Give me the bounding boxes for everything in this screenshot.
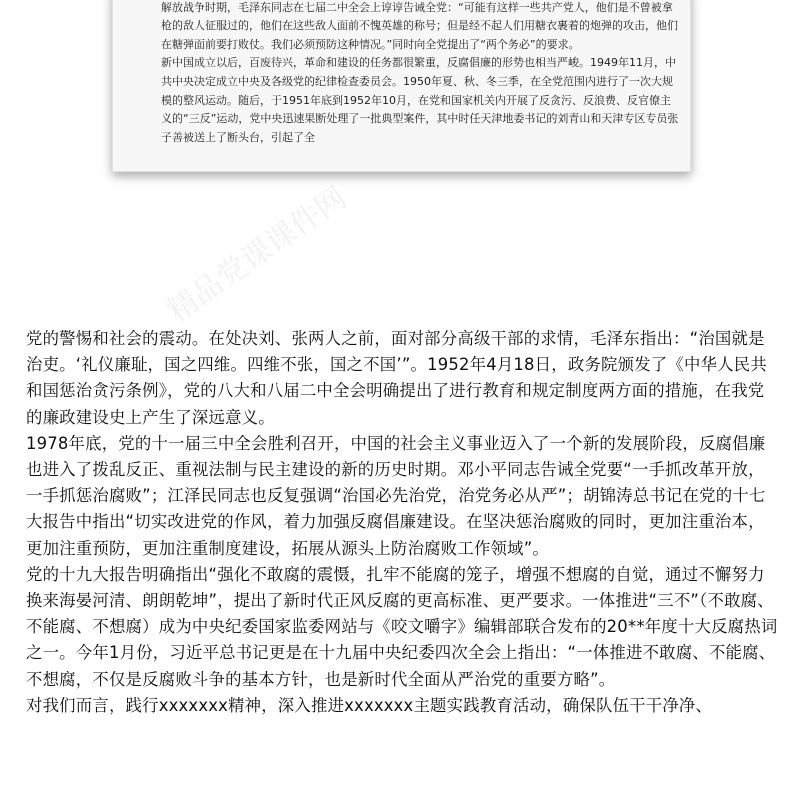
slide-text (113, 0, 690, 147)
watermark: 精品党课课件网 (160, 180, 354, 330)
slide-paragraph-3: 新中国成立以后，百废待兴，革命和建设的任务都很繁重，反腐倡廉的形势也相当严峻。1949年11月，中共中央决定成立中央及各级党的纪律检查委员会。1950年夏、秋、冬三季，在全党范围内进行了一次大规模的整风运动。随后，于1951年底到1952年10月，在党和国家机关内开展了反贪污、反浪费、反官僚主义的“三反”运动，党中央迅速果断处理了一批典型案件，其中时任天津地委书记的刘青山和天津专区专员张子善被送上了断头台，引起了全 (161, 56, 679, 144)
body-paragraph-4: 对我们而言，践行xxxxxxx精神，深入推进xxxxxxx主题实践教育活动，确保队伍干干净净、 (26, 695, 713, 715)
document-body (26, 326, 778, 719)
body-paragraph-1: 党的警惕和社会的震动。在处决刘、张两人之前，面对部分高级干部的求情，毛泽东指出：“治国就是治吏。‘礼仪廉耻，国之四维。四维不张，国之不国’”。1952年4月18日，政务院颁发了《中华人民共和国惩治贪污条例》，党的八大和八届二中全会明确提出了进行教育和规定制度两方面的措施，在我党的廉政建设史上产生了深远意义。 (26, 329, 767, 427)
body-paragraph-3: 党的十九大报告明确指出“强化不敢腐的震慑，扎牢不能腐的笼子，增强不想腐的自觉，通过不懈努力换来海晏河清、朗朗乾坤”，提出了新时代正风反腐的更高标准、更严要求。一体推进“三不”（不敢腐、不能腐、不想腐）成为中央纪委国家监委网站与《咬文嚼字》编辑部联合发布的20**年度十大反腐热词之一。今年1月份，习近平总书记更是在十九届中央纪委四次全会上指出：“一体推进不敢腐、不能腐、不想腐，不仅是反腐败斗争的基本方针，也是新时代全面从严治党的重要方略”。 (26, 564, 778, 689)
body-paragraph-2: 1978年底，党的十一届三中全会胜利召开，中国的社会主义事业迈入了一个新的发展阶段，反腐倡廉也进入了拨乱反正、重视法制与民主建设的新的历史时期。邓小平同志告诫全党要“一手抓改革开放，一手抓惩治腐败”；江泽民同志也反复强调“治国必先治党，治党务必从严”；胡锦涛总书记在党的十七大报告中指出“切实改进党的作风，着力加强反腐倡廉建设。在坚决惩治腐败的同时，更加注重治本，更加注重预防，更加注重制度建设，拓展从源头上防治腐败工作领域”。 (26, 433, 766, 558)
slide-image (112, 0, 691, 172)
slide-paragraph-2: 解放战争时期，毛泽东同志在七届二中全会上谆谆告诫全党：“可能有这样一些共产党人，他们是不曾被拿枪的敌人征服过的，他们在这些敌人面前不愧英雄的称号；但是经不起人们用糖衣裹着的炮弹的攻击，他们在糖弹面前要打败仗。我们必须预防这种情况。”同时向全党提出了“两个务必”的要求。 (161, 0, 678, 51)
